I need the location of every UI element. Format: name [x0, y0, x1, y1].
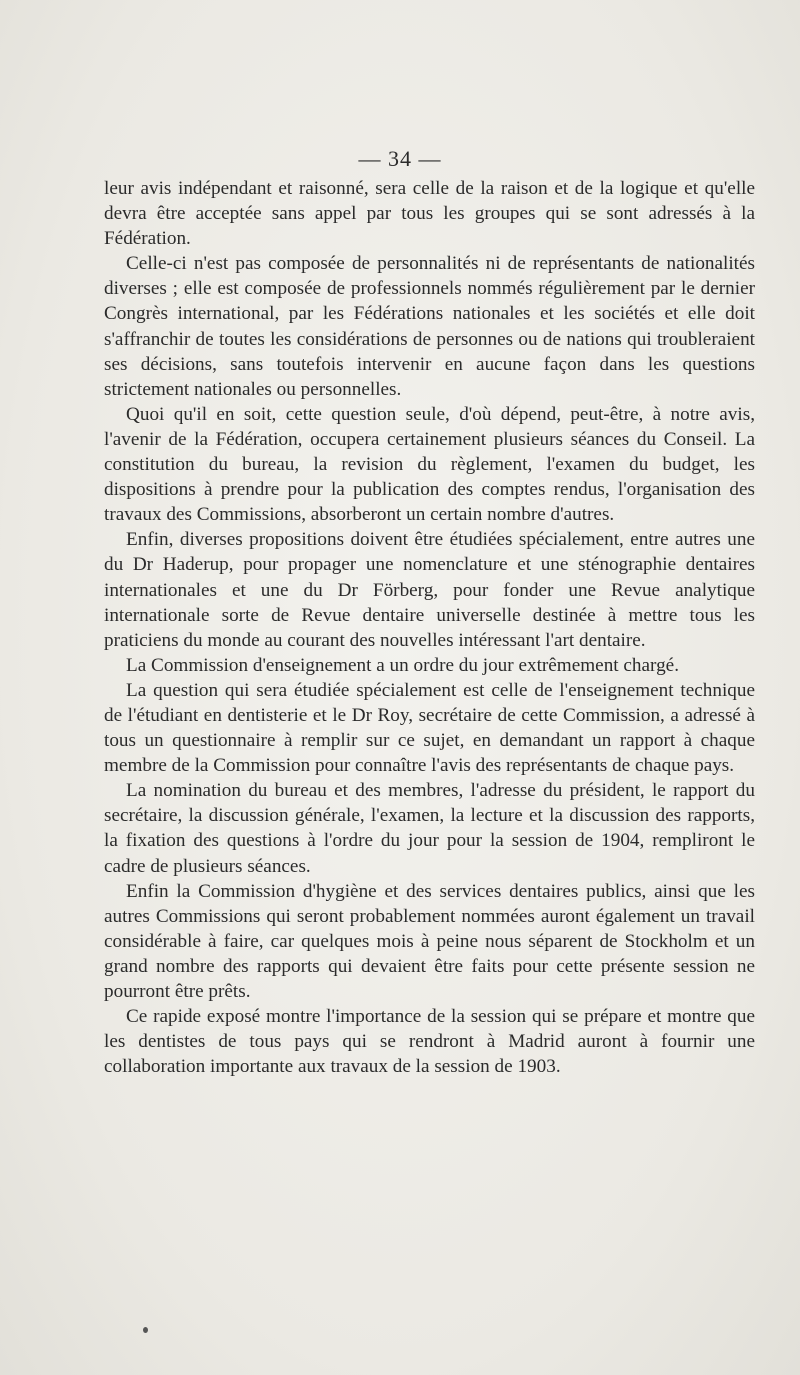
paragraph-6: La question qui sera étudiée spécialement est celle de l'enseignement technique de l'étudiant en dentisterie et le Dr Roy, secrétaire de cette Commission, a adressé à tous un questionnaire à remplir sur ce sujet, en demandant un rapport à chaque membre de la Commission pour connaître l'avis des représentants de chaque pays.	[104, 679, 755, 777]
ink-speck	[143, 1327, 148, 1333]
paragraph-7: La nomination du bureau et des membres, l'adresse du président, le rapport du secrétaire, la discussion générale, l'examen, la lecture et la discussion des rapports, la fixation des questions à l'ordre du jour pour la session de 1904, rempliront le cadre de plusieurs séances.	[104, 780, 755, 877]
page-number: — 34 —	[358, 146, 442, 171]
paragraph-3: Quoi qu'il en soit, cette question seule, d'où dépend, peut-être, à notre avis, l'avenir de la Fédération, occupera certainement plusieurs séances du Conseil. La constitution du bureau, la revision du règlement, l'examen du budget, les dispositions à prendre pour la publication des comptes rendus, l'organisation des travaux des Commissions, absorberont un certain nombre d'autres.	[104, 403, 755, 526]
paragraph-1: leur avis indépendant et raisonné, sera celle de la raison et de la logique et qu'elle devra être acceptée sans appel par tous les groupes qui se sont adressés à la Fédération.	[104, 178, 755, 250]
paragraph-5: La Commission d'enseignement a un ordre du jour extrêmement chargé.	[126, 654, 679, 676]
body-text	[104, 176, 755, 1079]
paragraph-9: Ce rapide exposé montre l'importance de la session qui se prépare et montre que les dentistes de tous pays qui se rendront à Madrid auront à fournir une collaboration importante aux travaux de la session de 1903.	[104, 1006, 755, 1078]
paragraph-8: Enfin la Commission d'hygiène et des services dentaires publics, ainsi que les autres Commissions qui seront probablement nommées auront également un travail considérable à faire, car quelques mois à peine nous séparent de Stockholm et un grand nombre des rapports qui devaient être faits pour cette présente session ne pourront être prêts.	[104, 880, 755, 1002]
paragraph-2: Celle-ci n'est pas composée de personnalités ni de représentants de nationalités diverses ; elle est composée de professionnels nommés régulièrement par le dernier Congrès international, par les Fédérations nationales et les sociétés et elle doit s'affranchir de toutes les considérations de personnes ou de nations qui troubleraient ses décisions, sans toutefois intervenir en aucune façon dans les questions strictement nationales ou personnelles.	[104, 253, 755, 400]
paragraph-4: Enfin, diverses propositions doivent être étudiées spécialement, entre autres une du Dr Haderup, pour propager une nomenclature et une sténographie dentaires internationales et une du Dr Förberg, pour fonder une Revue analytique internationale sorte de Revue dentaire universelle destinée à mettre tous les praticiens du monde au courant des nouvelles intéressant l'art dentaire.	[104, 529, 755, 651]
